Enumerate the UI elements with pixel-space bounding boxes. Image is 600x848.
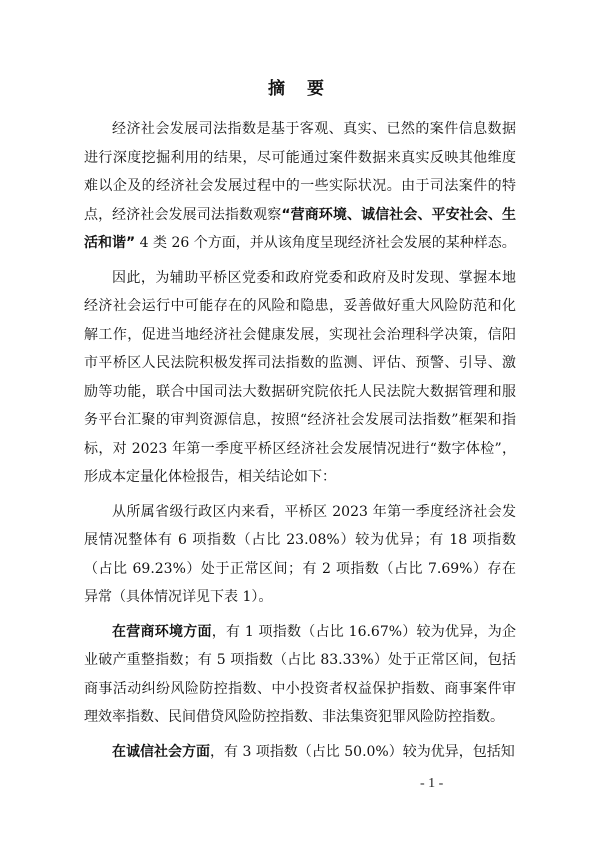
text-segment-bold: “营商环境、诚信社会、平安社会、生活和谐”: [84, 206, 517, 251]
text-segment: 4 类 26 个方面，并从该角度呈现经济社会发展的某种样态。: [135, 235, 516, 251]
text-segment: ，有 1 项指数（占比 16.67%）较为优异，为企业破产重整指数；有 5 项指数（占比 83.33%）处于正常区间，包括商事活动纠纷风险防控指数、中小投资者权益保护指数、商事案件审理效率指数、民间借贷风险防控指数、非法集资犯罪风险防控指数。: [84, 623, 517, 725]
paragraph-integrity-society: [84, 738, 516, 767]
document-body: [84, 70, 516, 772]
document-title: 摘 要: [268, 79, 332, 99]
paragraph-business-environment: [84, 618, 516, 732]
paragraph-overall: [84, 498, 516, 612]
page-number: - 1 -: [420, 776, 444, 791]
paragraph-purpose: [84, 264, 516, 492]
text-segment: 从所属省级行政区内来看，平桥区 2023 年第一季度经济社会发展情况整体有 6 项指数（占比 23.08%）较为优异；有 18 项指数（占比 69.23%）处于正常区间；有 2 项指数（占比 7.69%）存在异常（具体情况详见下表 1）。: [84, 503, 516, 605]
text-segment: 因此，为辅助平桥区党委和政府党委和政府及时发现、掌握本地经济社会运行中可能存在的风险和隐患，妥善做好重大风险防范和化解工作，促进当地经济社会健康发展，实现社会治理科学决策，信阳市平桥区人民法院积极发挥司法指数的监测、评估、预警、引导、激励等功能，联合中国司法大数据研究院依托人民法院大数据管理和服务平台汇聚的审判资源信息，按照“经济社会发展司法指数”框架和指标，对 2023 年第一季度平桥区经济社会发展情况进行“数字体检”，形成本定量化体检报告，相关结论如下：: [84, 269, 516, 485]
text-segment-bold: 在营商环境方面: [112, 623, 212, 640]
paragraph-intro: [84, 115, 516, 258]
text-segment: ，有 3 项指数（占比 50.0%）较为优异，包括知: [210, 743, 515, 760]
text-segment-bold: 在诚信社会方面: [112, 743, 210, 760]
text-segment: 经济社会发展司法指数是基于客观、真实、已然的案件信息数据进行深度挖掘利用的结果，尽可能通过案件数据来真实反映其他维度难以企及的经济社会发展过程中的一些实际状况。由于司法案件的特点，经济社会发展司法指数观察: [84, 121, 516, 223]
